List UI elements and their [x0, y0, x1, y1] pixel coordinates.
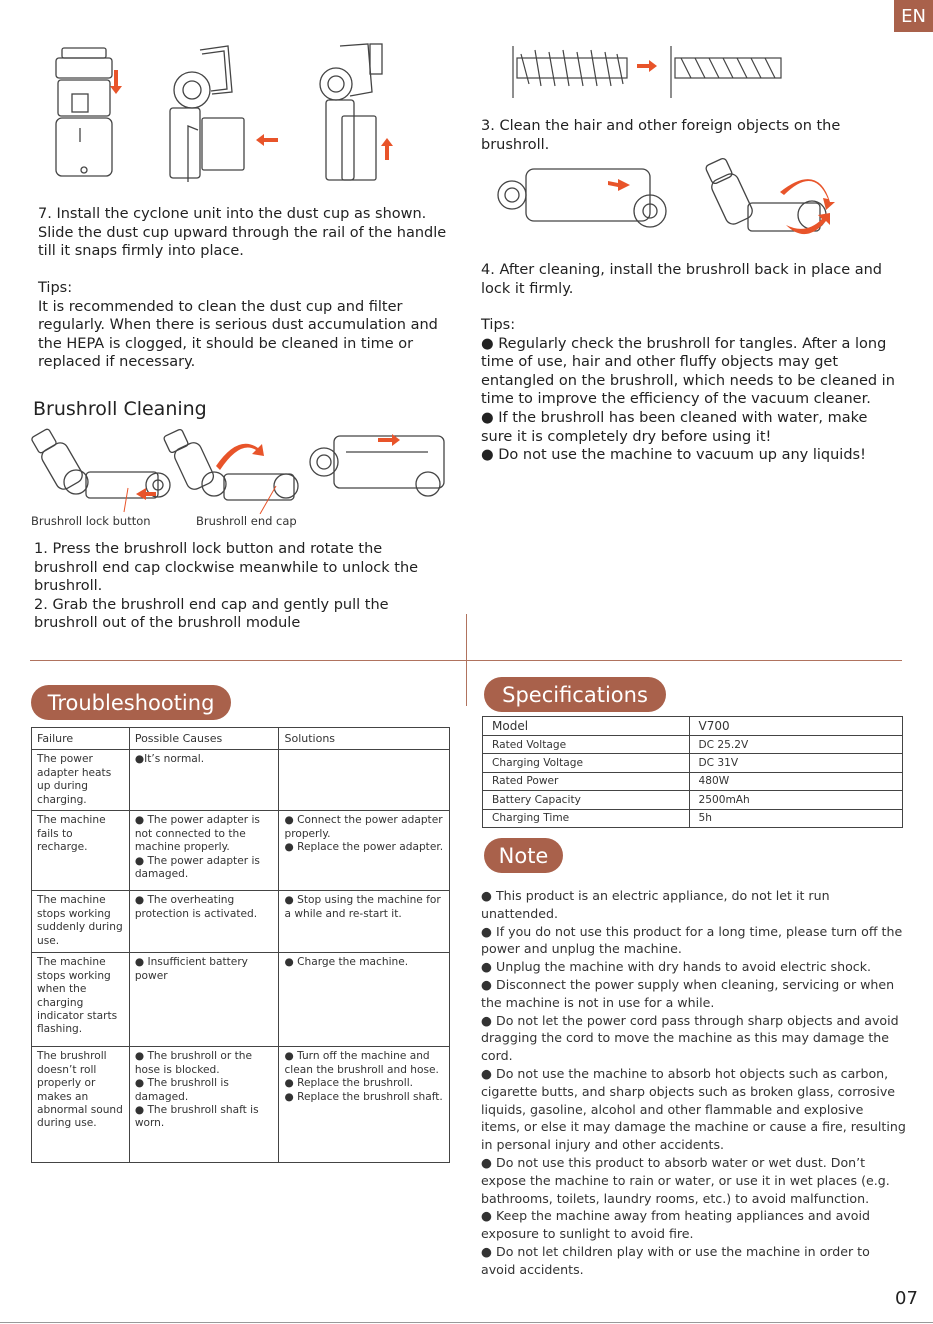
failure-cell: The brushroll doesn’t roll properly or makes an abnormal sound during use.	[32, 1047, 130, 1163]
spec-value: 2500mAh	[689, 791, 903, 809]
table-row	[32, 891, 450, 953]
brushroll-clean-illustration	[505, 44, 795, 100]
spec-row	[483, 791, 903, 809]
spec-value: DC 25.2V	[689, 736, 903, 754]
note-item: ● Unplug the machine with dry hands to avoid electric shock.	[481, 959, 871, 975]
troubleshooting-heading: Troubleshooting	[31, 685, 231, 720]
language-badge: EN	[894, 0, 933, 32]
left-tips-title: Tips:	[38, 280, 73, 296]
failure-cell: The power adapter heats up during charging.	[32, 750, 130, 811]
note-item: ● Keep the machine away from heating appliances and avoid exposure to sunlight to avoid fire.	[481, 1208, 870, 1242]
causes-cell: ● The brushroll or the hose is blocked. ● The brushroll is damaged. ● The brushroll shaft is worn.	[129, 1047, 279, 1163]
spec-value: 480W	[689, 772, 903, 790]
spec-row	[483, 717, 903, 736]
table-row	[32, 953, 450, 1047]
solutions-cell: ● Stop using the machine for a while and re-start it.	[279, 891, 450, 953]
causes-cell: ● The overheating protection is activated.	[129, 891, 279, 953]
specifications-table	[482, 716, 903, 828]
spec-label: Charging Voltage	[483, 754, 690, 772]
failure-cell: The machine fails to recharge.	[32, 811, 130, 891]
right-tip-2: ● If the brushroll has been cleaned with water, make sure it is completely dry before using it!	[481, 409, 868, 445]
page-number: 07	[895, 1288, 918, 1309]
spec-value: 5h	[689, 809, 903, 827]
failure-cell: The machine stops working suddenly during use.	[32, 891, 130, 953]
spec-row	[483, 736, 903, 754]
note-item: ● Do not let children play with or use the machine in order to avoid accidents.	[481, 1243, 870, 1277]
spec-row	[483, 809, 903, 827]
brushroll-end-cap-label: Brushroll end cap	[196, 514, 297, 528]
table-header-row	[32, 728, 450, 750]
header-causes: Possible Causes	[129, 728, 279, 750]
spec-label: Model	[483, 717, 690, 736]
solutions-cell: ● Connect the power adapter properly. ● Replace the power adapter.	[279, 811, 450, 891]
causes-cell: ● The power adapter is not connected to the machine properly. ● The power adapter is damaged.	[129, 811, 279, 891]
dust-cup-install-illustration	[40, 30, 410, 190]
right-tips-title: Tips:	[481, 317, 516, 333]
right-tip-3: ● Do not use the machine to vacuum up any liquids!	[481, 447, 866, 464]
brushroll-install-illustration	[490, 155, 840, 247]
note-item: ● If you do not use this product for a long time, please turn off the power and unplug the machine.	[481, 923, 903, 957]
table-row	[32, 1047, 450, 1163]
causes-cell: ● Insufficient battery power	[129, 953, 279, 1047]
header-solutions: Solutions	[279, 728, 450, 750]
failure-cell: The machine stops working when the charging indicator starts flashing.	[32, 953, 130, 1047]
column-divider	[466, 614, 467, 706]
note-item: ● Disconnect the power supply when cleaning, servicing or when the machine is not in use for a while.	[481, 976, 895, 1010]
spec-row	[483, 754, 903, 772]
spec-row	[483, 772, 903, 790]
spec-value: V700	[689, 717, 903, 736]
step-1-text: 1. Press the brushroll lock button and rotate the brushroll end cap clockwise meanwhile to unlock the brushroll.	[34, 541, 419, 595]
solutions-cell: ● Turn off the machine and clean the brushroll and hose. ● Replace the brushroll. ● Replace the brushroll shaft.	[279, 1047, 450, 1163]
right-tip-1: ● Regularly check the brushroll for tangles. After a long time of use, hair and other fluffy objects may get entangled on the brushroll, which needs to be cleaned in time to improve the efficiency of the vacuum cleaner.	[481, 335, 895, 408]
solutions-cell: ● Charge the machine.	[279, 953, 450, 1047]
step-2-text: 2. Grab the brushroll end cap and gently pull the brushroll out of the brushroll module	[34, 596, 389, 632]
brushroll-cleaning-heading: Brushroll Cleaning	[33, 398, 207, 420]
step-7-text: 7. Install the cyclone unit into the dust cup as shown. Slide the dust cup upward through the rail of the handle till it snaps firmly into place.	[38, 206, 447, 260]
spec-label: Rated Voltage	[483, 736, 690, 754]
step-4-text: 4. After cleaning, install the brushroll back in place and lock it firmly.	[481, 262, 883, 297]
note-item: ● Do not use this product to absorb water or wet dust. Don’t expose the machine to rain or water, or use it in wet places (e.g. bathrooms, toilets, laundry rooms, etc.) to avoid malfunction.	[481, 1154, 890, 1206]
note-item: ● Do not let the power cord pass through sharp objects and avoid dragging the cord to move the machine as this may damage the cord.	[481, 1012, 899, 1064]
brushroll-lock-button-label: Brushroll lock button	[31, 514, 151, 528]
header-failure: Failure	[32, 728, 130, 750]
spec-label: Charging Time	[483, 809, 690, 827]
spec-label: Rated Power	[483, 772, 690, 790]
solutions-cell	[279, 750, 450, 811]
note-heading: Note	[484, 838, 563, 873]
bottom-rule	[0, 1322, 933, 1323]
brushroll-removal-illustration	[28, 424, 458, 514]
specifications-heading: Specifications	[484, 677, 666, 712]
step-3-text: 3. Clean the hair and other foreign objects on the brushroll.	[481, 118, 841, 153]
spec-value: DC 31V	[689, 754, 903, 772]
note-item: ● This product is an electric appliance, do not let it run unattended.	[481, 888, 830, 921]
left-tips-text: It is recommended to clean the dust cup and filter regularly. When there is serious dust accumulation and the HEPA is clogged, it should be cleaned in time or replaced if necessary.	[38, 298, 438, 371]
causes-cell: ●It’s normal.	[129, 750, 279, 811]
table-row	[32, 750, 450, 811]
troubleshooting-table	[31, 727, 450, 1163]
spec-label: Battery Capacity	[483, 791, 690, 809]
note-item: ● Do not use the machine to absorb hot objects such as carbon, cigarette butts, and sharp objects such as broken glass, corrosive liquids, gasoline, alcohol and other flammable and explosive items, or else it may damage the machine or cause a fire, resulting in personal injury and other accidents.	[481, 1065, 906, 1153]
table-row	[32, 811, 450, 891]
